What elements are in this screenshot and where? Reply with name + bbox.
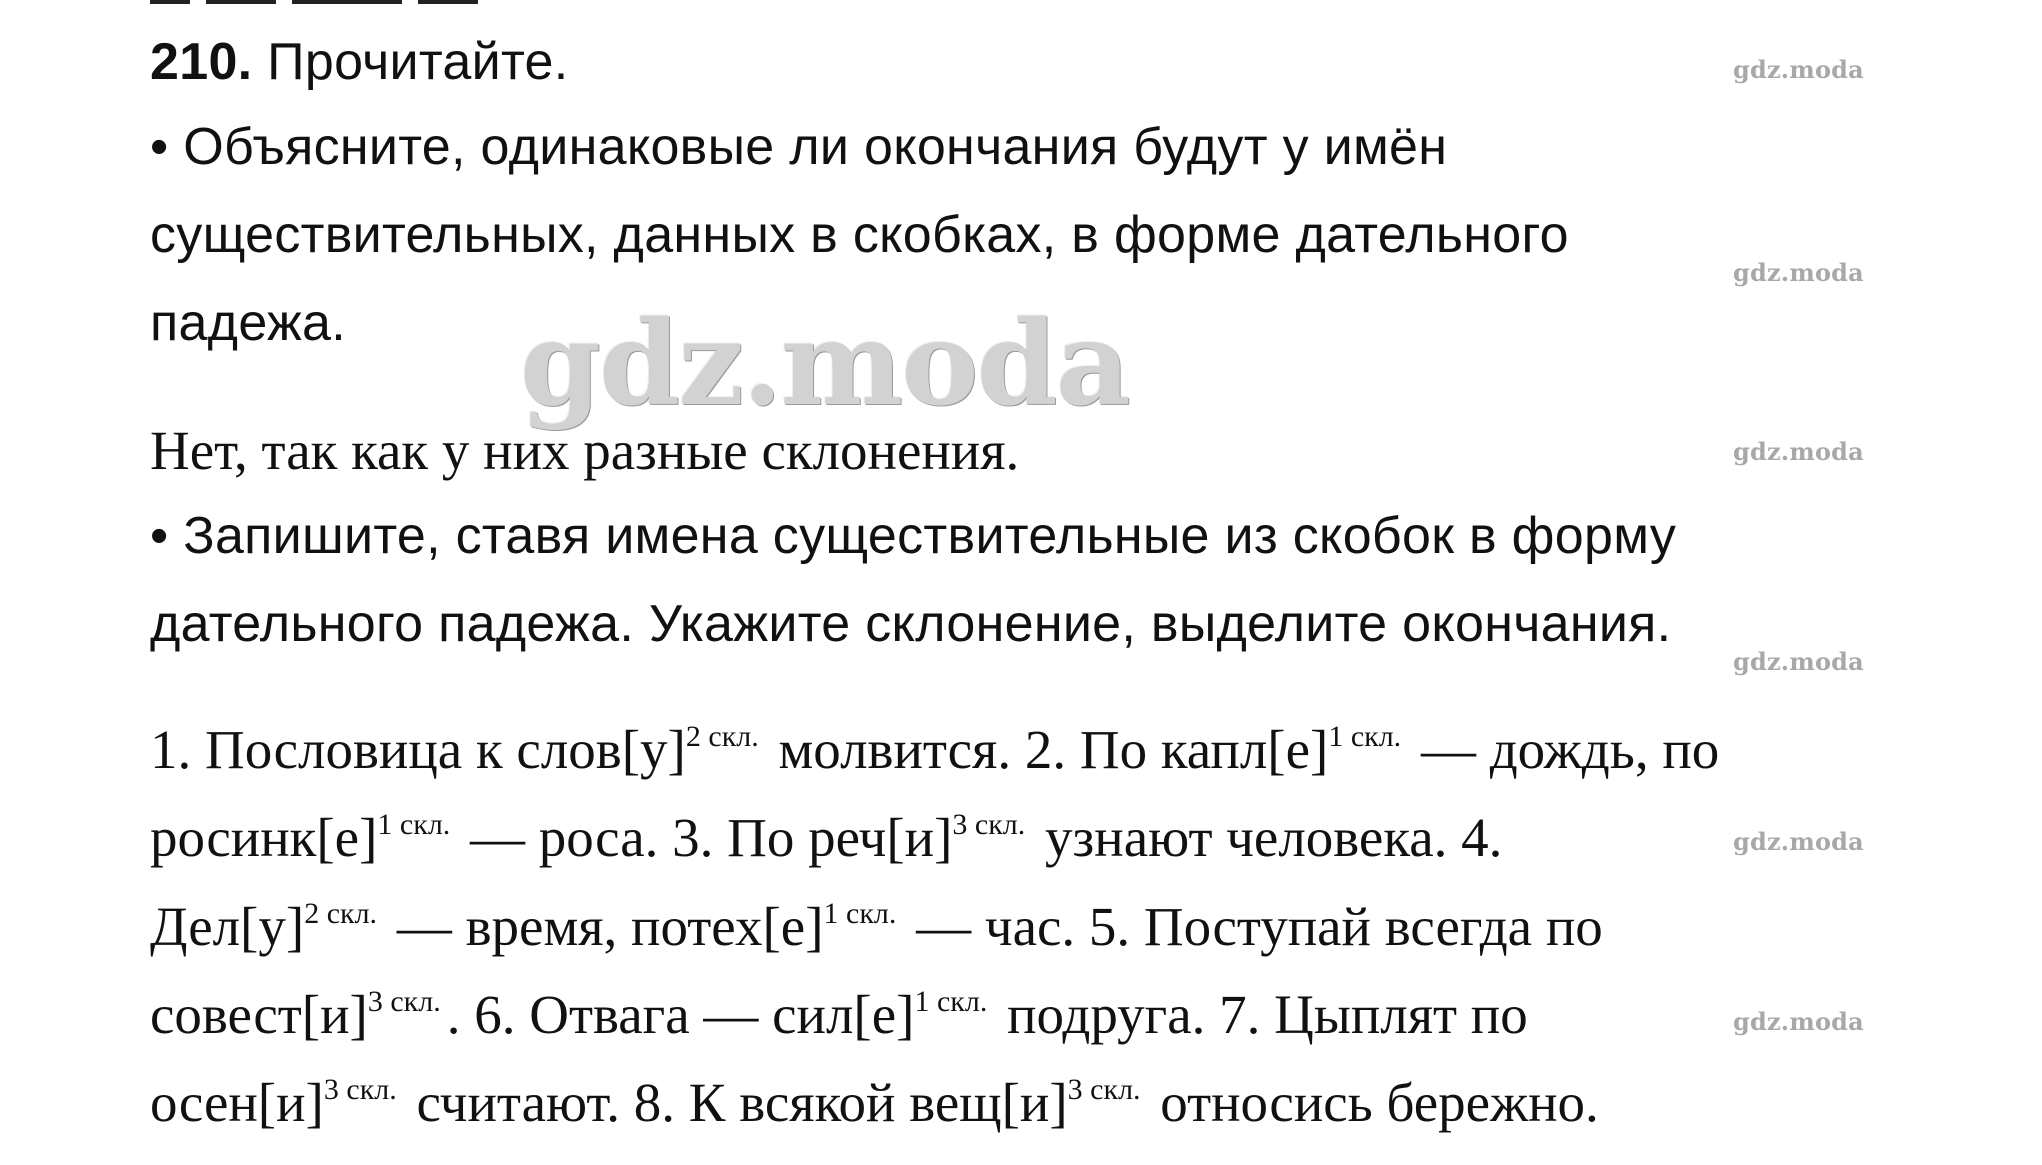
answer-text-segment: подруга. 7. Цыплят по [993,984,1528,1045]
declension-mark: 3 скл. [323,1073,397,1106]
declension-mark: 1 скл. [1328,720,1402,753]
exercise-heading [150,32,568,92]
task1-line: падежа. [150,294,347,352]
declension-mark: 2 скл. [304,897,378,930]
answer-text-segment: росинк[е] [150,807,378,868]
watermark-small: gdz.moda [1733,437,1864,466]
answer-text-segment: — время, потех[е] [383,896,824,957]
exercise-number: 210. [150,33,253,91]
answer-text-segment: считают. 8. К всякой вещ[и] [402,1072,1068,1133]
answer-text-segment: — дождь, по [1407,719,1720,780]
answer-text-segment: узнают человека. 4. [1031,807,1503,868]
answer-text-segment: молвится. 2. По капл[е] [764,719,1329,780]
declension-mark: 1 скл. [377,808,451,841]
answer-text-segment: 1. Пословица к слов[у] [150,719,686,780]
answer-line [150,806,1502,869]
answer-text-segment: Дел[у] [150,896,305,957]
answer-text-segment: совест[и] [150,984,368,1045]
answer1-text: Нет, так как у них разные склонения. [150,420,1020,481]
task2-line: • Запишите, ставя имена существительные из скобок в форму [150,507,1677,565]
declension-mark: 3 скл. [367,985,441,1018]
answer-text-segment: . 6. Отвага — сил[е] [446,984,915,1045]
exercise-title: Прочитайте. [267,33,569,91]
answer-line [150,983,1528,1046]
task1-line: существительных, данных в скобках, в форме дательного [150,206,1569,264]
declension-mark: 1 скл. [914,985,988,1018]
answer-text-segment: осен[и] [150,1072,324,1133]
watermark-small: gdz.moda [1733,647,1864,676]
watermark-small: gdz.moda [1733,258,1864,287]
answer-text-segment: — час. 5. Поступай всегда по [902,896,1603,957]
declension-mark: 3 скл. [1067,1073,1141,1106]
declension-mark: 1 скл. [823,897,897,930]
answer-line [150,1071,1599,1134]
answer-text-segment: — роса. 3. По реч[и] [456,807,953,868]
watermark-small: gdz.moda [1733,1007,1864,1036]
cropped-previous-line [150,0,650,4]
declension-mark: 2 скл. [685,720,759,753]
answer-line [150,895,1603,958]
answer-line [150,718,1719,781]
watermark-logo: gdz.moda [520,296,1129,432]
watermark-small: gdz.moda [1733,55,1864,84]
declension-mark: 3 скл. [952,808,1026,841]
task2-line: дательного падежа. Укажите склонение, выделите окончания. [150,595,1672,653]
answer-text-segment: относись бережно. [1146,1072,1599,1133]
task1-line: • Объясните, одинаковые ли окончания будут у имён [150,118,1448,176]
watermark-small: gdz.moda [1733,827,1864,856]
